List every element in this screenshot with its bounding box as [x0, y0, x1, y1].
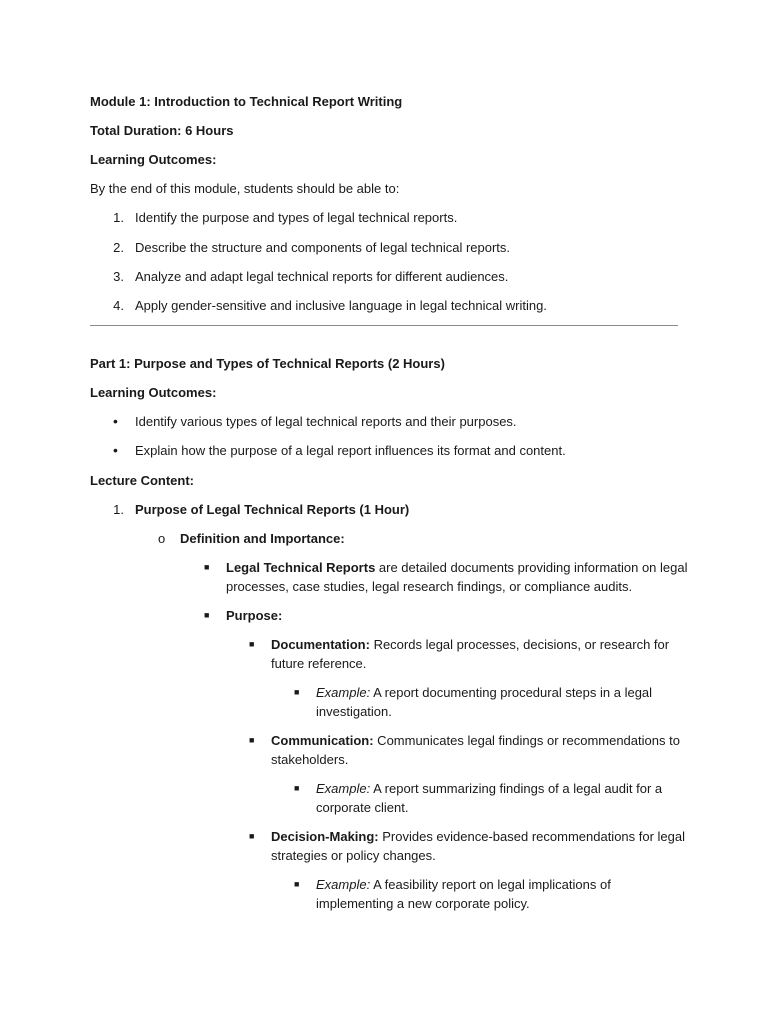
example-item	[316, 875, 611, 894]
purpose-item-text: Communicates legal findings or recommendations to	[373, 733, 680, 748]
outcome-number: 2.	[113, 240, 124, 255]
ltr-paragraph-line	[226, 558, 688, 577]
square-bullet-icon: ■	[294, 687, 300, 697]
example-label: Example:	[316, 877, 371, 892]
example-text-continued: corporate client.	[316, 800, 409, 815]
square-bullet-icon: ■	[204, 562, 210, 572]
purpose-item-term: Communication:	[271, 733, 374, 748]
module-duration: Total Duration: 6 Hours	[90, 123, 234, 138]
outcome-text: Describe the structure and components of legal technical reports.	[135, 240, 511, 255]
purpose-item-text-continued: stakeholders.	[271, 752, 349, 767]
example-text-continued: implementing a new corporate policy.	[316, 896, 530, 911]
example-text: A report documenting procedural steps in a legal	[370, 685, 653, 700]
square-bullet-icon: ■	[249, 639, 255, 649]
square-bullet-icon: ■	[249, 735, 255, 745]
section-number: 1.	[113, 502, 124, 517]
outcome-text: Identify the purpose and types of legal technical reports.	[135, 210, 458, 225]
outcome-text: Apply gender-sensitive and inclusive language in legal technical writing.	[135, 298, 547, 313]
outcome-number: 4.	[113, 298, 124, 313]
example-text: A report summarizing findings of a legal audit for a	[370, 781, 663, 796]
part1-outcome-text: Identify various types of legal technical reports and their purposes.	[135, 414, 517, 429]
module-intro: By the end of this module, students should be able to:	[90, 181, 400, 196]
purpose-item-term: Documentation:	[271, 637, 370, 652]
section-divider	[90, 325, 678, 326]
module-outcomes-heading: Learning Outcomes:	[90, 152, 217, 167]
circle-marker: o	[158, 531, 166, 546]
purpose-item	[271, 827, 685, 846]
purpose-heading: Purpose:	[226, 608, 283, 623]
example-label: Example:	[316, 781, 371, 796]
section-title: Purpose of Legal Technical Reports (1 Hour)	[135, 502, 410, 517]
square-bullet-icon: ■	[294, 879, 300, 889]
example-item	[316, 683, 652, 702]
example-text: A feasibility report on legal implications of	[370, 877, 611, 892]
purpose-item	[271, 635, 669, 654]
purpose-item-text: Provides evidence-based recommendations for legal	[378, 829, 686, 844]
purpose-item	[271, 731, 680, 750]
purpose-item-text: Records legal processes, decisions, or research for	[369, 637, 670, 652]
lecture-content-heading: Lecture Content:	[90, 473, 194, 488]
outcome-text: Analyze and adapt legal technical reports for different audiences.	[135, 269, 509, 284]
purpose-item-text-continued: strategies or policy changes.	[271, 848, 436, 863]
part1-outcome-text: Explain how the purpose of a legal report influences its format and content.	[135, 443, 566, 458]
purpose-item-term: Decision-Making:	[271, 829, 379, 844]
square-bullet-icon: ■	[294, 783, 300, 793]
outcome-number: 1.	[113, 210, 124, 225]
ltr-term: Legal Technical Reports	[226, 560, 376, 575]
definition-heading: Definition and Importance:	[180, 531, 345, 546]
bullet-dot-icon: •	[113, 442, 118, 458]
example-item	[316, 779, 662, 798]
example-text-continued: investigation.	[316, 704, 392, 719]
outcome-number: 3.	[113, 269, 124, 284]
ltr-text-continued: processes, case studies, legal research findings, or compliance audits.	[226, 579, 633, 594]
example-label: Example:	[316, 685, 371, 700]
ltr-text: are detailed documents providing information on legal	[375, 560, 688, 575]
square-bullet-icon: ■	[249, 831, 255, 841]
part1-outcomes-heading: Learning Outcomes:	[90, 385, 217, 400]
part1-title: Part 1: Purpose and Types of Technical Reports (2 Hours)	[90, 356, 445, 371]
module-title: Module 1: Introduction to Technical Report Writing	[90, 94, 403, 109]
square-bullet-icon: ■	[204, 610, 210, 620]
purpose-item-text-continued: future reference.	[271, 656, 367, 671]
bullet-dot-icon: •	[113, 413, 118, 429]
